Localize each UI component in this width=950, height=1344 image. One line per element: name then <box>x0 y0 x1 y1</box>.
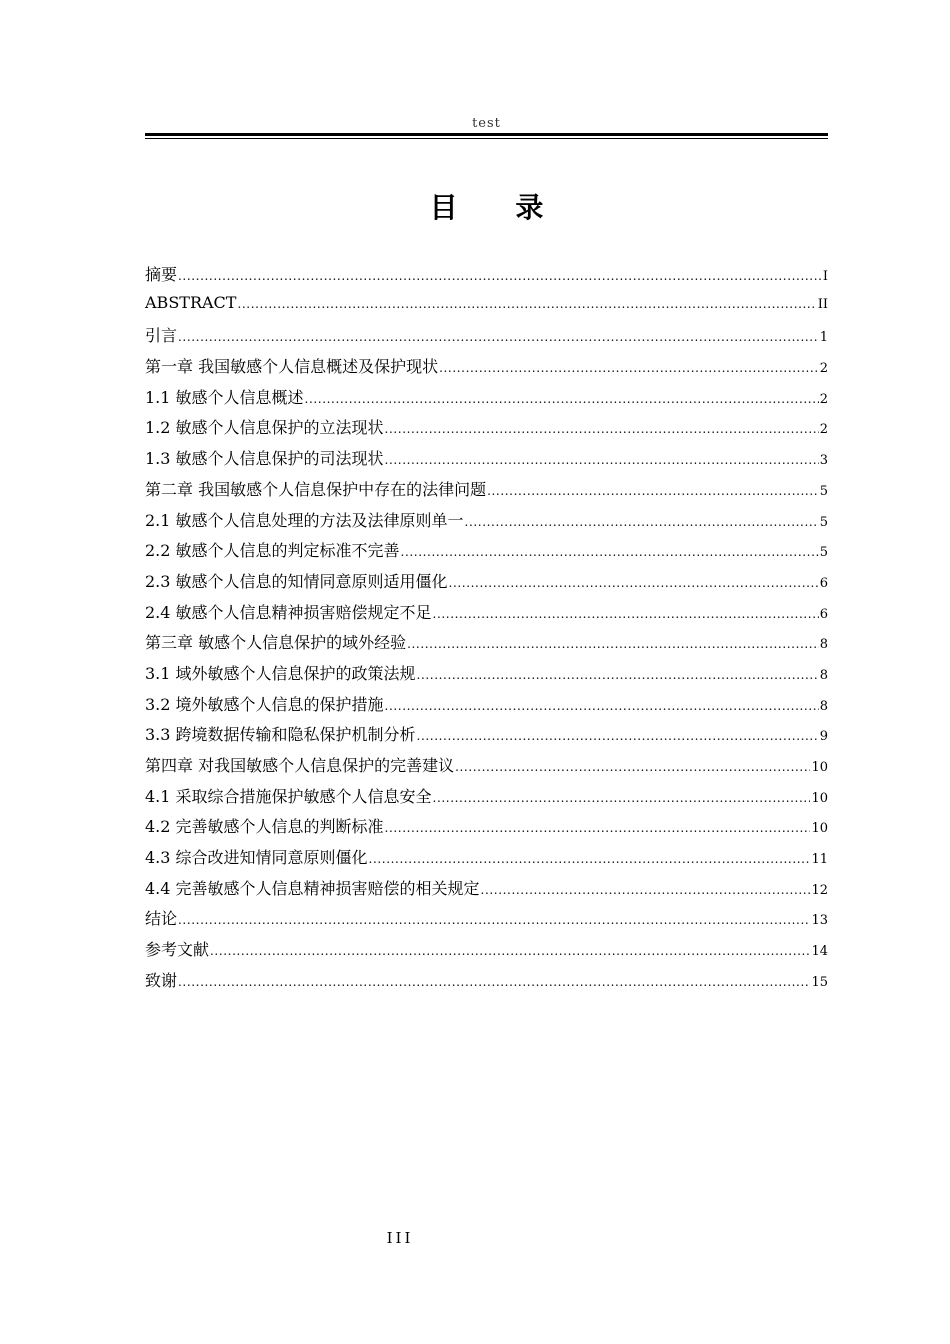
toc-entry-label: 结论 <box>145 909 178 929</box>
toc-entry-page: 5 <box>819 483 828 499</box>
toc-entry[interactable] <box>145 600 828 631</box>
toc-entry-page: II <box>817 296 828 312</box>
toc-leader-dots <box>178 975 810 989</box>
toc-entry[interactable] <box>145 784 828 815</box>
toc-leader-dots <box>401 545 819 559</box>
header-rule-thick <box>145 133 828 136</box>
toc-entry-page: 8 <box>819 667 828 683</box>
toc-entry-label: 3.1 域外敏感个人信息保护的政策法规 <box>145 663 416 683</box>
toc-entry-label: 1.1 敏感个人信息概述 <box>145 387 304 407</box>
toc-entry[interactable] <box>145 876 828 907</box>
toc-entry[interactable] <box>145 415 828 446</box>
toc-entry-label: 2.1 敏感个人信息处理的方法及法律原则单一 <box>145 510 464 530</box>
toc-entry[interactable] <box>145 508 828 539</box>
toc-entry[interactable] <box>145 354 828 385</box>
toc-leader-dots <box>455 760 810 774</box>
toc-entry-page: 3 <box>819 453 828 469</box>
toc-leader-dots <box>369 852 811 866</box>
toc-entry-label: 第一章 我国敏感个人信息概述及保护现状 <box>145 357 439 377</box>
toc-entry[interactable] <box>145 661 828 692</box>
toc-entry-label: 4.3 综合改进知情同意原则僵化 <box>145 848 368 868</box>
page-header-text: test <box>472 116 501 131</box>
toc-entry-page: 5 <box>819 514 828 530</box>
toc-entry-label: 3.2 境外敏感个人信息的保护措施 <box>145 694 384 714</box>
toc-entry[interactable] <box>145 845 828 876</box>
toc-entry-label: ABSTRACT <box>145 292 237 312</box>
toc-title: 目 录 <box>429 191 568 224</box>
toc-leader-dots <box>481 883 811 897</box>
toc-entry-page: 2 <box>819 422 828 438</box>
toc-entry-page: 15 <box>811 974 828 990</box>
toc-entry-page: 10 <box>811 821 828 837</box>
toc-entry-page: 10 <box>811 760 828 775</box>
toc-leader-dots <box>433 607 819 621</box>
toc-entry[interactable] <box>145 753 828 784</box>
toc-entry[interactable] <box>145 385 828 416</box>
toc-leader-dots <box>305 392 819 406</box>
toc-entry-label: 第四章 对我国敏感个人信息保护的完善建议 <box>145 756 455 775</box>
toc-entry-label: 2.4 敏感个人信息精神损害赔偿规定不足 <box>145 602 432 622</box>
toc-entry-label: 1.3 敏感个人信息保护的司法现状 <box>145 449 384 469</box>
toc-entry-label: 4.2 完善敏感个人信息的判断标准 <box>145 817 384 837</box>
toc-list <box>145 262 828 999</box>
toc-entry[interactable] <box>145 722 828 753</box>
toc-entry[interactable] <box>145 692 828 723</box>
toc-leader-dots <box>178 330 819 344</box>
toc-entry-label: 致谢 <box>145 970 178 990</box>
toc-entry-label: 引言 <box>145 326 178 346</box>
toc-leader-dots <box>178 269 822 283</box>
toc-leader-dots <box>417 729 819 743</box>
toc-entry[interactable] <box>145 906 828 937</box>
toc-leader-dots <box>210 944 810 958</box>
toc-entry-label: 2.3 敏感个人信息的知情同意原则适用僵化 <box>145 571 448 591</box>
toc-entry-page: 10 <box>811 790 828 806</box>
toc-entry-label: 第三章 敏感个人信息保护的域外经验 <box>145 633 407 653</box>
toc-leader-dots <box>407 637 819 651</box>
toc-entry-page: 12 <box>811 882 828 898</box>
toc-entry-page: 5 <box>819 545 828 561</box>
toc-leader-dots <box>449 576 819 590</box>
toc-entry[interactable] <box>145 538 828 569</box>
toc-leader-dots <box>439 361 819 375</box>
toc-leader-dots <box>385 453 819 467</box>
toc-leader-dots <box>237 297 816 311</box>
toc-leader-dots <box>433 791 811 805</box>
toc-entry-page: 9 <box>819 729 828 745</box>
toc-entry-page: 2 <box>819 361 828 377</box>
toc-entry-page: 6 <box>819 575 828 591</box>
header-rule-thin <box>145 138 828 139</box>
toc-entry[interactable] <box>145 323 828 354</box>
toc-entry[interactable] <box>145 937 828 968</box>
toc-entry[interactable] <box>145 968 828 999</box>
toc-entry-label: 4.1 采取综合措施保护敏感个人信息安全 <box>145 786 432 806</box>
toc-entry[interactable] <box>145 293 828 324</box>
toc-entry[interactable] <box>145 446 828 477</box>
toc-entry-label: 4.4 完善敏感个人信息精神损害赔偿的相关规定 <box>145 878 480 898</box>
toc-entry-page: 2 <box>819 391 828 407</box>
toc-leader-dots <box>385 422 819 436</box>
toc-leader-dots <box>417 668 819 682</box>
toc-leader-dots <box>178 913 810 927</box>
toc-leader-dots <box>385 699 819 713</box>
toc-entry-page: 8 <box>819 698 828 714</box>
toc-entry-label: 第二章 我国敏感个人信息保护中存在的法律问题 <box>145 479 487 499</box>
toc-leader-dots <box>465 515 819 529</box>
toc-entry-page: 1 <box>819 330 828 346</box>
toc-entry-label: 3.3 跨境数据传输和隐私保护机制分析 <box>145 725 416 745</box>
toc-entry-label: 1.2 敏感个人信息保护的立法现状 <box>145 418 384 438</box>
toc-entry[interactable] <box>145 262 828 293</box>
toc-entry-page: 11 <box>811 852 828 868</box>
toc-leader-dots <box>487 484 819 498</box>
toc-entry-page: 6 <box>819 606 828 622</box>
toc-entry[interactable] <box>145 477 828 508</box>
toc-entry-label: 参考文献 <box>145 940 210 960</box>
toc-leader-dots <box>385 821 811 835</box>
toc-entry-page: 14 <box>811 944 828 960</box>
toc-entry-page: I <box>822 269 828 284</box>
toc-entry-label: 2.2 敏感个人信息的判定标准不完善 <box>145 541 400 561</box>
toc-entry-label: 摘要 <box>145 265 178 284</box>
toc-entry[interactable] <box>145 569 828 600</box>
toc-entry[interactable] <box>145 630 828 661</box>
toc-entry-page: 8 <box>819 637 828 653</box>
footer-page-number: III <box>386 1229 414 1247</box>
toc-entry[interactable] <box>145 814 828 845</box>
toc-entry-page: 13 <box>811 913 828 929</box>
